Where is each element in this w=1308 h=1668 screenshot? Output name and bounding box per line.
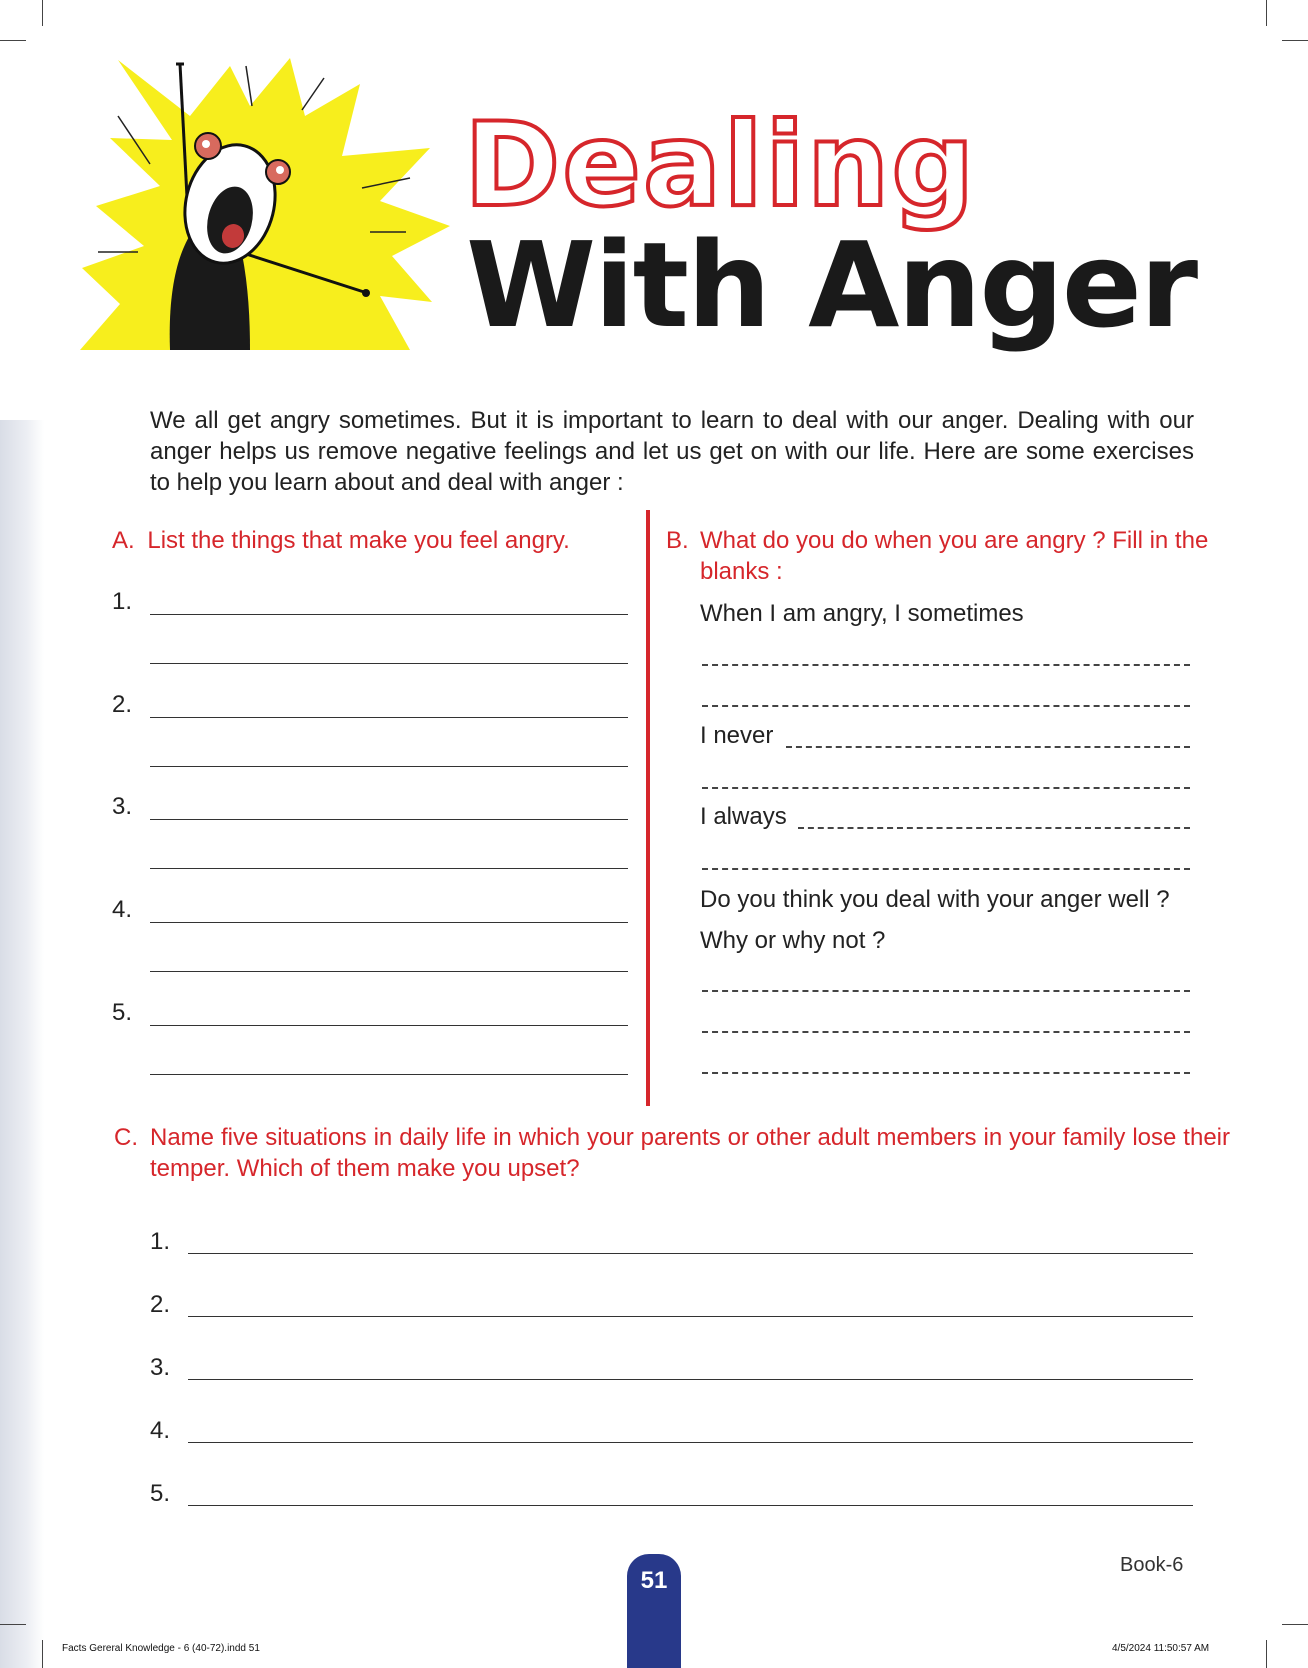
section-a-heading bbox=[112, 525, 612, 556]
answer-line[interactable] bbox=[150, 868, 628, 869]
column-divider bbox=[646, 510, 650, 1106]
section-c-number: 4. bbox=[150, 1417, 171, 1444]
crop-mark bbox=[1282, 40, 1308, 41]
section-b-heading bbox=[666, 525, 1234, 587]
section-c-number: 5. bbox=[150, 1480, 171, 1507]
intro-paragraph: We all get angry sometimes. But it is important to learn to deal with our anger. Dealing with our anger helps us remove negative feelings and let us get on with our life. Here are some exercises to help you learn about and deal with anger : bbox=[150, 407, 1194, 496]
answer-line[interactable] bbox=[150, 922, 628, 923]
dashed-answer-line[interactable] bbox=[786, 746, 1190, 748]
always-prompt: I always bbox=[700, 803, 787, 830]
answer-line[interactable] bbox=[188, 1442, 1193, 1443]
answer-line[interactable] bbox=[188, 1316, 1193, 1317]
answer-line[interactable] bbox=[150, 1025, 628, 1026]
section-a-number: 5. bbox=[112, 999, 133, 1026]
section-c-letter: C. bbox=[114, 1124, 138, 1151]
question-deal-well: Do you think you deal with your anger well ? bbox=[700, 886, 1170, 913]
dashed-answer-line[interactable] bbox=[798, 827, 1190, 829]
answer-line[interactable] bbox=[150, 766, 628, 767]
print-timestamp: 4/5/2024 11:50:57 AM bbox=[1112, 1643, 1210, 1654]
crop-mark bbox=[42, 1640, 43, 1668]
answer-line[interactable] bbox=[188, 1505, 1193, 1506]
dashed-answer-line[interactable] bbox=[702, 664, 1190, 666]
dashed-answer-line[interactable] bbox=[702, 1072, 1190, 1074]
section-a-number: 2. bbox=[112, 691, 133, 718]
sometimes-prompt: When I am angry, I sometimes bbox=[700, 600, 1024, 627]
section-c-number: 2. bbox=[150, 1291, 171, 1318]
crop-mark bbox=[42, 0, 43, 26]
answer-line[interactable] bbox=[150, 663, 628, 664]
section-b-prompt: What do you do when you are angry ? Fill in the blanks : bbox=[700, 527, 1209, 585]
title-with-anger: With Anger bbox=[466, 216, 1197, 354]
crop-mark bbox=[0, 1624, 26, 1625]
section-c-number: 3. bbox=[150, 1354, 171, 1381]
section-a-number: 1. bbox=[112, 588, 133, 615]
section-c-number: 1. bbox=[150, 1228, 171, 1255]
answer-line[interactable] bbox=[188, 1253, 1193, 1254]
section-a-number: 4. bbox=[112, 896, 133, 923]
crop-mark bbox=[1266, 0, 1267, 26]
page-edge-tint bbox=[0, 420, 44, 1668]
title-dealing: Dealing bbox=[464, 98, 977, 233]
crop-mark bbox=[1266, 1640, 1267, 1668]
answer-line[interactable] bbox=[150, 717, 628, 718]
answer-line[interactable] bbox=[150, 1074, 628, 1075]
section-c-prompt: Name five situations in daily life in which your parents or other adult members in your family lose their temper. Which of them make you upset? bbox=[150, 1124, 1230, 1182]
page-number-tab bbox=[627, 1554, 681, 1668]
answer-line[interactable] bbox=[150, 819, 628, 820]
book-label: Book-6 bbox=[1120, 1554, 1184, 1576]
answer-line[interactable] bbox=[188, 1379, 1193, 1380]
crop-mark bbox=[1282, 1624, 1308, 1625]
crop-mark bbox=[0, 40, 26, 41]
section-b-letter: B. bbox=[666, 527, 689, 554]
answer-line[interactable] bbox=[150, 971, 628, 972]
file-info: Facts Gereral Knowledge - 6 (40-72).indd 51 bbox=[62, 1643, 260, 1654]
page-number: 51 bbox=[640, 1567, 668, 1594]
answer-line[interactable] bbox=[150, 614, 628, 615]
angry-character-illustration bbox=[80, 56, 460, 356]
section-c-heading bbox=[114, 1122, 1230, 1184]
dashed-answer-line[interactable] bbox=[702, 1031, 1190, 1033]
dashed-answer-line[interactable] bbox=[702, 990, 1190, 992]
section-a-number: 3. bbox=[112, 793, 133, 820]
section-a-prompt: List the things that make you feel angry. bbox=[147, 527, 570, 554]
never-prompt: I never bbox=[700, 722, 774, 749]
dashed-answer-line[interactable] bbox=[702, 787, 1190, 789]
dashed-answer-line[interactable] bbox=[702, 705, 1190, 707]
question-why: Why or why not ? bbox=[700, 927, 886, 954]
section-a-letter: A. bbox=[112, 527, 135, 554]
dashed-answer-line[interactable] bbox=[702, 868, 1190, 870]
